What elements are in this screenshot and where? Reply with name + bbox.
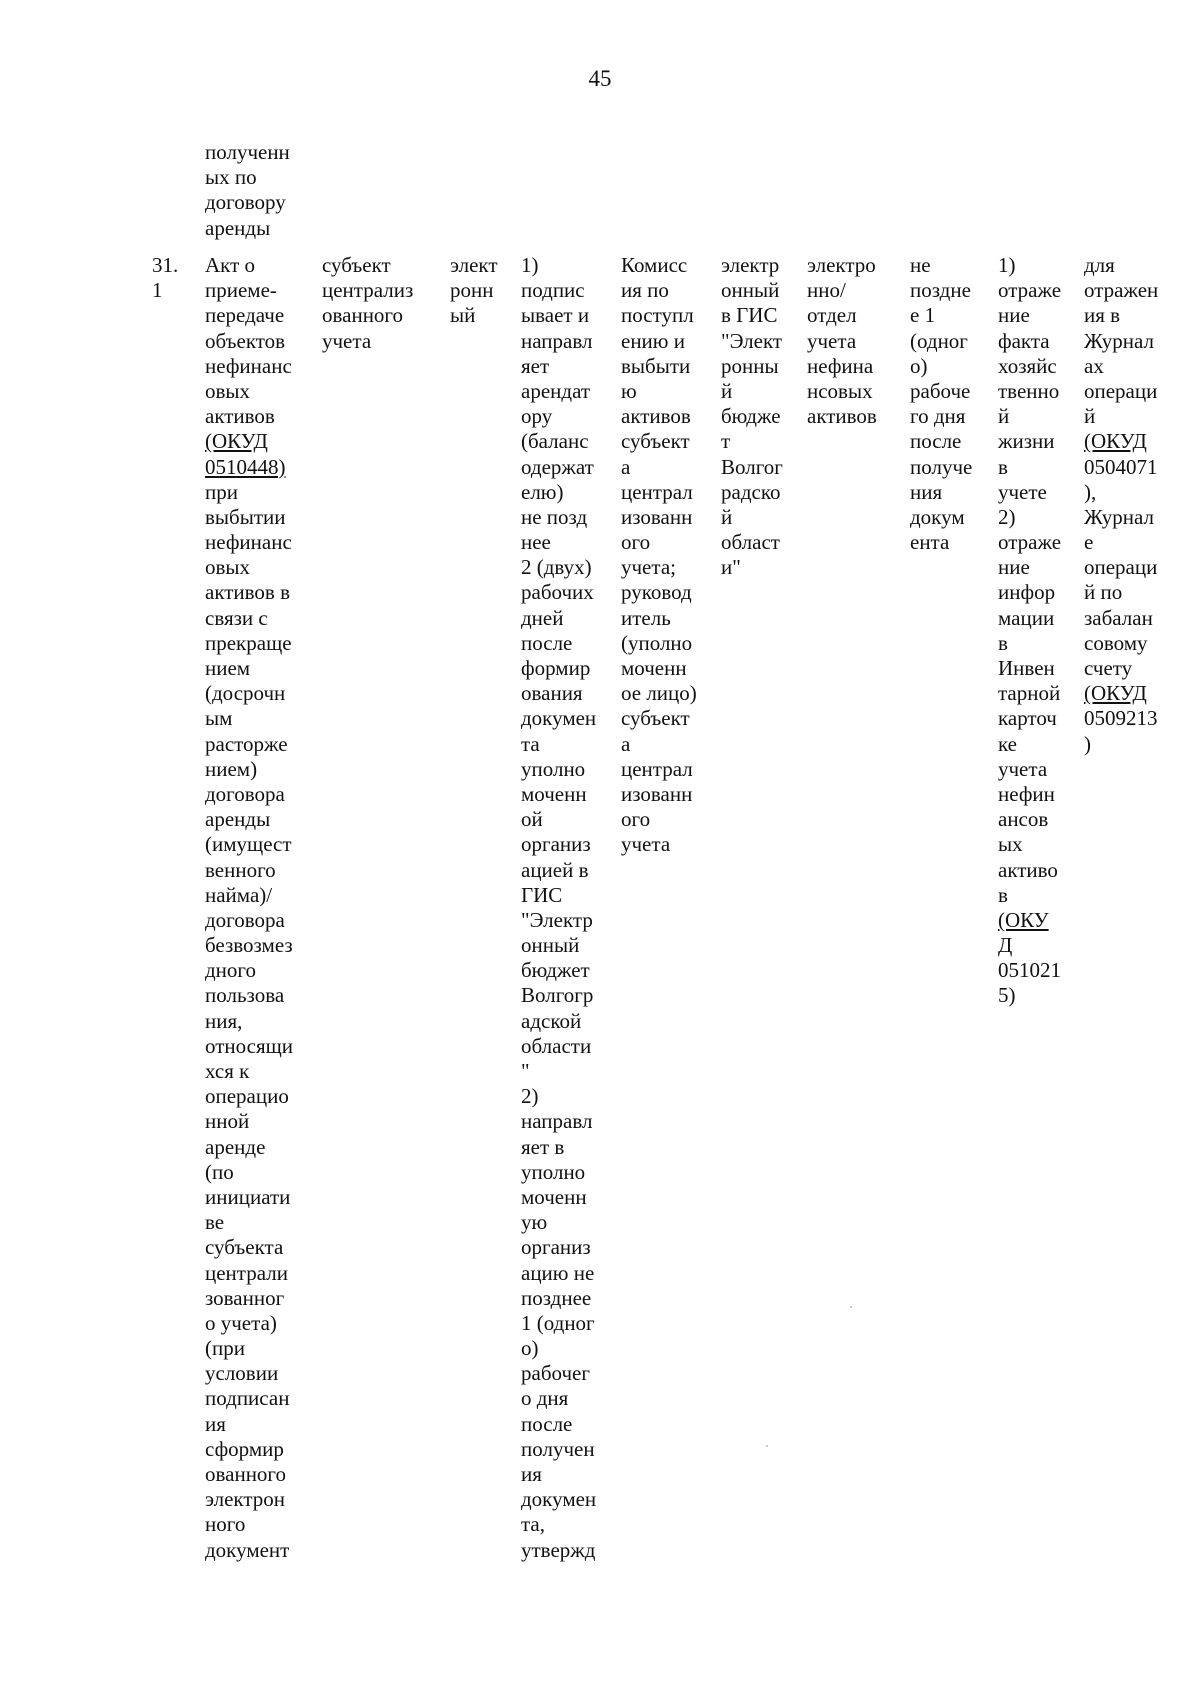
- cell-line: нием: [205, 656, 251, 680]
- cell-line: "Элект: [721, 328, 783, 353]
- cell-line: и": [721, 555, 741, 580]
- cell-line: нефинанс: [205, 530, 292, 555]
- cell-line: о учета): [205, 1310, 277, 1335]
- cell-line: 2): [998, 504, 1016, 529]
- cell-line: ое лицо): [621, 681, 697, 706]
- cell-line: учета: [998, 756, 1048, 781]
- cell-line: ах: [1084, 353, 1104, 378]
- cell-line: пользова: [205, 983, 285, 1008]
- cell-line: яет в: [521, 1134, 565, 1159]
- cell-line: централи: [205, 1260, 288, 1285]
- cell-line: электрон: [205, 1487, 286, 1512]
- cell-line: забалан: [1084, 605, 1153, 630]
- cell-line: нее: [521, 530, 551, 555]
- cell-line: подписан: [205, 1386, 290, 1411]
- cell-line: 31.: [152, 253, 179, 277]
- cell-line: хся к: [205, 1059, 250, 1083]
- cell-line: й: [721, 504, 733, 529]
- cell-line: активов: [807, 404, 877, 429]
- form-cell: [450, 253, 498, 329]
- cell-line: Журнал: [1084, 328, 1155, 353]
- cell-line: ия: [521, 1462, 542, 1486]
- cell-line: активов: [205, 404, 275, 429]
- cell-line: организ: [521, 1235, 591, 1260]
- scan-speck: [766, 1445, 768, 1447]
- cell-line: ого: [621, 807, 651, 832]
- cell-line: операци: [1084, 555, 1158, 580]
- cell-line: (ОКУД: [1084, 429, 1147, 454]
- cell-line: й: [998, 404, 1010, 429]
- cell-line: в: [998, 454, 1008, 479]
- cell-line: электро: [807, 253, 876, 277]
- signing-procedure-cell: [521, 253, 596, 1563]
- cell-line: аренды: [205, 215, 271, 240]
- cell-line: моченн: [521, 781, 587, 806]
- cell-line: найма)/: [205, 882, 273, 907]
- cell-line: ия по: [621, 278, 669, 303]
- cell-line: учете: [998, 479, 1047, 504]
- scan-speck: [850, 1306, 852, 1308]
- cell-line: связи с: [205, 605, 268, 630]
- cell-line: докум: [910, 504, 965, 529]
- cell-line: ацию не: [521, 1260, 595, 1285]
- cell-line: отраже: [998, 278, 1062, 303]
- cell-line: в ГИС: [721, 303, 778, 328]
- cell-line: докумен: [521, 706, 597, 731]
- cell-line: субъекта: [205, 1235, 284, 1260]
- cell-line: й: [721, 378, 733, 403]
- cell-line: нсовых: [807, 378, 873, 403]
- cell-line: 5): [998, 983, 1016, 1008]
- cell-line: организ: [521, 832, 591, 857]
- cell-line: Волгог: [721, 454, 783, 479]
- cell-line: Волгогр: [521, 983, 594, 1008]
- page-number: 45: [588, 66, 612, 91]
- cell-line: итель: [621, 605, 671, 630]
- cell-line: прекраще: [205, 630, 292, 655]
- cell-line: о): [521, 1336, 539, 1361]
- cell-line: нной: [205, 1109, 250, 1134]
- cell-line: ия в: [1084, 303, 1121, 328]
- cell-line: радско: [721, 479, 781, 504]
- composer-cell: [322, 253, 413, 354]
- cell-line: активов в: [205, 580, 291, 605]
- cell-line: 1: [152, 278, 163, 303]
- cell-line: мации: [998, 605, 1055, 630]
- cell-line: договору: [205, 190, 286, 215]
- cell-line: яет: [521, 353, 550, 378]
- cell-line: договора: [205, 781, 285, 806]
- cell-line: руковод: [621, 580, 692, 605]
- cell-line: 051021: [998, 958, 1061, 983]
- cell-line: рабочих: [521, 580, 594, 605]
- cell-line: хозяйс: [998, 353, 1057, 378]
- cell-line: полученн: [205, 140, 290, 164]
- cell-line: операци: [1084, 378, 1158, 403]
- cell-line: Журнал: [1084, 504, 1155, 529]
- cell-line: (по: [205, 1159, 234, 1184]
- cell-line: выбытии: [205, 504, 286, 529]
- document-name-cell: [205, 253, 293, 1563]
- cell-line: ых по: [205, 165, 257, 190]
- cell-line: субъект: [621, 429, 690, 454]
- cell-line: 2 (двух): [521, 555, 592, 580]
- cell-line: адской: [521, 1008, 582, 1033]
- cell-line: ): [1084, 731, 1091, 756]
- cell-line: учета;: [621, 555, 676, 580]
- cell-line: ых: [998, 832, 1023, 857]
- cell-line: централиз: [322, 278, 414, 303]
- cell-line: ый: [450, 303, 476, 328]
- cell-line: получен: [521, 1436, 595, 1461]
- cell-line: та: [521, 731, 540, 756]
- cell-line: (уполно: [621, 630, 693, 655]
- cell-line: аренды: [205, 807, 271, 832]
- cell-line: после: [910, 429, 962, 454]
- cell-line: ния: [910, 479, 943, 504]
- cell-line: (ОКУ: [998, 907, 1049, 932]
- cell-line: совому: [1084, 630, 1148, 655]
- cell-line: ние: [998, 555, 1030, 580]
- transfer-method-cell: [721, 253, 783, 580]
- cell-line: венного: [205, 857, 276, 882]
- cell-line: дней: [521, 605, 564, 630]
- cell-line: изованн: [621, 781, 693, 806]
- cell-line: после: [521, 630, 573, 655]
- cell-line: учета: [621, 832, 671, 857]
- cell-line: моченн: [521, 1184, 587, 1209]
- cell-line: инфор: [998, 580, 1056, 605]
- cell-line: ору: [521, 404, 553, 429]
- cell-line: ронн: [450, 278, 494, 303]
- cell-line: поступл: [621, 303, 694, 328]
- cell-line: элект: [450, 253, 498, 277]
- cell-line: (баланс: [521, 429, 589, 454]
- cell-line: ывает и: [521, 303, 590, 328]
- cell-line: активо: [998, 857, 1058, 882]
- cell-line: изованн: [621, 504, 693, 529]
- cell-line: ),: [1084, 479, 1097, 504]
- cell-line: централ: [621, 479, 693, 504]
- cell-line: рабочег: [521, 1361, 590, 1386]
- cell-line: т: [721, 429, 731, 454]
- cell-line: централ: [621, 756, 693, 781]
- cell-line: й: [1084, 404, 1096, 429]
- cell-line: после: [521, 1411, 573, 1436]
- cell-line: е 1: [910, 303, 936, 328]
- storage-cell: [1084, 253, 1158, 757]
- cell-line: сформир: [205, 1436, 284, 1461]
- cell-line: аренде: [205, 1134, 266, 1159]
- cell-line: нефинанс: [205, 353, 292, 378]
- cell-line: счету: [1084, 656, 1133, 680]
- cell-line: направл: [521, 1109, 593, 1134]
- cell-line: (при: [205, 1336, 245, 1361]
- signers-cell: [621, 253, 697, 858]
- cell-line: учета: [322, 328, 372, 353]
- cell-line: о): [910, 353, 928, 378]
- cell-line: докумен: [521, 1487, 597, 1512]
- cell-line: отражен: [1084, 278, 1159, 303]
- cell-line: Д: [998, 933, 1013, 958]
- cell-line: (ОКУД: [1084, 681, 1147, 706]
- cell-line: овых: [205, 378, 251, 403]
- cell-line: твенно: [998, 378, 1060, 403]
- cell-line: ного: [205, 1512, 246, 1537]
- cell-line: бюдже: [721, 404, 781, 429]
- cell-line: арендат: [521, 378, 591, 403]
- cell-line: ым: [205, 706, 233, 731]
- continuation-cell: [205, 140, 290, 241]
- cell-line: документ: [205, 1537, 290, 1562]
- cell-line: Комисс: [621, 253, 688, 277]
- deadline-cell: [910, 253, 972, 555]
- cell-line: операцио: [205, 1084, 289, 1109]
- cell-line: (одног: [910, 328, 968, 353]
- cell-line: нефина: [807, 353, 874, 378]
- cell-line: инициати: [205, 1184, 291, 1209]
- cell-line: факта: [998, 328, 1050, 353]
- cell-line: ние: [998, 303, 1030, 328]
- cell-line: "Электр: [521, 907, 593, 932]
- processing-cell: [998, 253, 1061, 1009]
- cell-line: позднее: [521, 1285, 592, 1310]
- cell-line: объектов: [205, 328, 286, 353]
- cell-line: ансов: [998, 807, 1049, 832]
- cell-line: подпис: [521, 278, 585, 303]
- cell-line: относящи: [205, 1033, 294, 1058]
- cell-line: ": [521, 1059, 530, 1083]
- cell-line: ента: [910, 530, 950, 555]
- cell-line: нефин: [998, 781, 1055, 806]
- cell-line: субъект: [322, 253, 391, 277]
- cell-line: й по: [1084, 580, 1123, 605]
- cell-line: получе: [910, 454, 973, 479]
- cell-line: (ОКУД: [205, 429, 268, 454]
- cell-line: 1): [521, 253, 539, 277]
- cell-line: а: [621, 454, 631, 479]
- recipient-cell: [807, 253, 877, 429]
- cell-line: 0504071: [1084, 454, 1158, 479]
- cell-line: онный: [521, 933, 580, 958]
- cell-line: ния,: [205, 1008, 243, 1033]
- cell-line: ронны: [721, 353, 779, 378]
- cell-line: рабоче: [910, 378, 971, 403]
- cell-line: онный: [721, 278, 780, 303]
- cell-line: дного: [205, 958, 257, 983]
- cell-line: не: [910, 253, 931, 277]
- cell-line: расторже: [205, 731, 288, 756]
- cell-line: ованного: [322, 303, 404, 328]
- cell-line: не позд: [521, 504, 588, 529]
- cell-line: Инвен: [998, 656, 1055, 680]
- cell-line: ой: [521, 807, 543, 832]
- cell-line: ю: [621, 378, 637, 403]
- cell-line: моченн: [621, 656, 687, 680]
- cell-line: жизни: [998, 429, 1055, 454]
- cell-line: выбыти: [621, 353, 691, 378]
- cell-line: передаче: [205, 303, 285, 328]
- cell-line: ованного: [205, 1462, 287, 1486]
- cell-line: приеме-: [205, 278, 277, 303]
- cell-line: Акт о: [205, 253, 256, 277]
- cell-line: 2): [521, 1084, 539, 1109]
- cell-line: отраже: [998, 530, 1062, 555]
- cell-line: области: [521, 1033, 592, 1058]
- cell-line: в: [998, 882, 1008, 907]
- cell-line: для: [1084, 253, 1115, 277]
- cell-line: го дня: [910, 404, 966, 429]
- cell-line: ого: [621, 530, 651, 555]
- cell-line: ве: [205, 1210, 225, 1235]
- cell-line: ия: [205, 1411, 226, 1436]
- cell-line: уполно: [521, 756, 586, 781]
- cell-line: активов: [621, 404, 691, 429]
- cell-line: овых: [205, 555, 251, 580]
- cell-line: направл: [521, 328, 593, 353]
- cell-line: а: [621, 731, 631, 756]
- cell-line: утвержд: [521, 1537, 596, 1562]
- cell-line: учета: [807, 328, 857, 353]
- cell-line: договора: [205, 907, 285, 932]
- cell-line: субъект: [621, 706, 690, 731]
- cell-line: о дня: [521, 1386, 569, 1411]
- row-number-cell: [152, 253, 178, 303]
- cell-line: та,: [521, 1512, 546, 1537]
- cell-line: поздне: [910, 278, 971, 303]
- cell-line: ования: [521, 681, 583, 706]
- cell-line: одержат: [521, 454, 594, 479]
- cell-line: (досрочн: [205, 681, 286, 706]
- cell-line: нно/: [807, 278, 846, 303]
- cell-line: ГИС: [521, 882, 563, 907]
- cell-line: нием): [205, 756, 258, 781]
- cell-line: област: [721, 530, 780, 555]
- cell-line: карточ: [998, 706, 1057, 731]
- cell-line: 1): [998, 253, 1016, 277]
- cell-line: елю): [521, 479, 564, 504]
- cell-line: е: [1084, 530, 1094, 555]
- cell-line: формир: [521, 656, 591, 680]
- cell-line: зованног: [205, 1285, 285, 1310]
- cell-line: 0509213: [1084, 706, 1158, 731]
- cell-line: ке: [998, 731, 1018, 756]
- cell-line: тарной: [998, 681, 1061, 706]
- cell-line: отдел: [807, 303, 857, 328]
- cell-line: 0510448): [205, 454, 286, 479]
- cell-line: ацией в: [521, 857, 589, 882]
- cell-line: ую: [521, 1210, 548, 1235]
- cell-line: (имущест: [205, 832, 292, 857]
- cell-line: безвозмез: [205, 933, 293, 958]
- cell-line: ению и: [621, 328, 685, 353]
- cell-line: при: [205, 479, 238, 504]
- cell-line: условии: [205, 1361, 279, 1386]
- cell-line: 1 (одног: [521, 1310, 595, 1335]
- cell-line: бюджет: [521, 958, 590, 983]
- cell-line: электр: [721, 253, 780, 277]
- cell-line: уполно: [521, 1159, 586, 1184]
- cell-line: в: [998, 630, 1008, 655]
